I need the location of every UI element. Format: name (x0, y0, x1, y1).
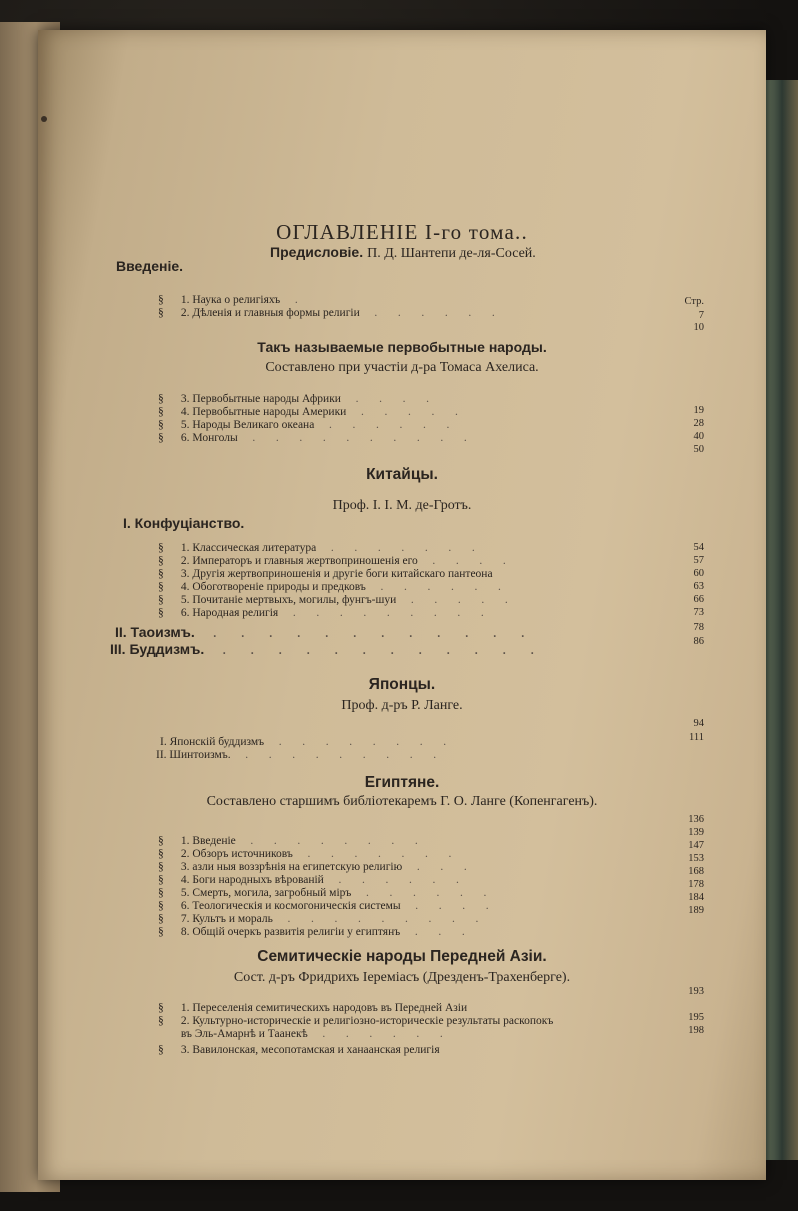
toc-entry: § 7. Культъ и мораль . . . . . . . . . (158, 913, 482, 925)
paragraph-sign: § (158, 581, 164, 593)
section-heading: Семитическіе народы Передней Азіи. (257, 948, 547, 965)
toc-entry: § 6. Теологическія и космогоническія системы . . . . (158, 900, 492, 912)
toc-entry: § 1. Классическая литература . . . . . . . (158, 542, 478, 554)
entry-text: 2. Императоръ и главныя жертвоприношенія его (180, 555, 418, 567)
paragraph-sign: § (158, 913, 164, 925)
page-number: 139 (688, 827, 704, 838)
paragraph-sign: § (158, 1002, 164, 1014)
paragraph-sign: § (158, 542, 164, 554)
preface-label: Предисловіе. (270, 244, 364, 260)
page-number: 94 (693, 718, 704, 729)
paragraph-sign: § (158, 307, 164, 319)
section-author: Проф. I. I. M. де-Гротъ. (332, 498, 472, 513)
entry-text: II. Шинтоизмъ. (156, 749, 231, 761)
toc-entry: въ Эль-Амарнѣ и Таанекѣ . . . . . . (180, 1028, 446, 1040)
page-label: Стр. (684, 296, 704, 307)
preface-author: П. Д. Шантепи де-ля-Сосей. (367, 246, 536, 261)
page-number: 86 (693, 636, 704, 647)
page-number: 50 (693, 444, 704, 455)
entry-text: 3. азли ныя воззрѣнія на египетскую религію (180, 861, 403, 873)
paragraph-sign: § (158, 393, 164, 405)
paragraph-sign: § (158, 848, 164, 860)
entry-text: 1. Введеніе (180, 835, 236, 847)
paragraph-sign: § (158, 887, 164, 899)
page-number: 195 (688, 1012, 704, 1023)
toc-entry: § 3. азли ныя воззрѣнія на египетскую религію . . . (158, 861, 470, 873)
entry-text: 4. Боги народныхъ вѣрованій (180, 874, 324, 886)
entry-text: 6. Монголы (180, 432, 238, 444)
toc-entry: § 2. Дѣленія и главныя формы религіи . . . . . . (158, 307, 498, 319)
toc-entry: § 6. Народная религія . . . . . . . . . (158, 607, 487, 619)
page-number: 189 (688, 905, 704, 916)
paragraph-sign: § (158, 1044, 164, 1056)
toc-entry: § 4. Первобытные народы Америки . . . . . (158, 406, 461, 418)
page-number: 111 (689, 732, 704, 743)
entry-text: I. Японскій буддизмъ (160, 736, 265, 748)
page-number: 136 (688, 814, 704, 825)
preface-line (270, 244, 536, 262)
paragraph-sign: § (158, 294, 164, 306)
paragraph-sign: § (158, 835, 164, 847)
entry-text: 5. Народы Великаго океана (180, 419, 315, 431)
toc-entry: § 5. Почитаніе мертвыхъ, могилы, фунгъ-шуи . . . . . (158, 594, 511, 606)
page-number: 198 (688, 1025, 704, 1036)
paragraph-sign: § (158, 419, 164, 431)
page-hole (41, 116, 47, 122)
intro-label: Введеніе. (116, 258, 184, 274)
entry-text: 2. Дѣленія и главныя формы религіи (180, 307, 360, 319)
entry-text: 4. Первобытные народы Америки (180, 406, 347, 418)
toc-entry: I. Японскій буддизмъ . . . . . . . . (160, 736, 450, 748)
page-title: ОГЛАВЛЕНІЕ I-го тома.. (276, 220, 528, 244)
entry-text: 3. Первобытные народы Африки (180, 393, 341, 405)
paragraph-sign: § (158, 874, 164, 886)
page-number: 73 (693, 607, 704, 618)
subsection-heading: III. Буддизмъ. (110, 641, 205, 657)
section-heading: Египтяне. (364, 774, 440, 791)
toc-entry: § 2. Обзоръ источниковъ . . . . . . . (158, 848, 455, 860)
toc-entry: II. Шинтоизмъ. . . . . . . . . . (156, 749, 440, 761)
page-number: 54 (693, 542, 704, 553)
page-number: 28 (693, 418, 704, 429)
toc-entry: § 1. Введеніе . . . . . . . . (158, 835, 421, 847)
entry-text: 2. Культурно-историческіе и религіозно-историческіе результаты раскопокъ (180, 1015, 554, 1027)
paragraph-sign: § (158, 555, 164, 567)
page-number: 78 (693, 622, 704, 633)
toc-entry: § 4. Боги народныхъ вѣрованій . . . . . . (158, 874, 462, 886)
section-heading: Китайцы. (366, 466, 438, 483)
entry-text: 1. Классическая литература (180, 542, 317, 554)
toc-entry: § 5. Народы Великаго океана . . . . . . (158, 419, 453, 431)
toc-entry: II. Таоизмъ. . . . . . . . . . . . . (115, 624, 528, 641)
paragraph-sign: § (158, 1015, 164, 1027)
paragraph-sign: § (158, 432, 164, 444)
paragraph-sign: § (158, 568, 164, 580)
toc-entry (158, 1015, 553, 1027)
toc-entry: III. Буддизмъ. . . . . . . . . . . . . (110, 641, 538, 658)
page-number: 184 (688, 892, 704, 903)
page-number: 19 (693, 405, 704, 416)
toc-entry (158, 568, 493, 580)
page-number: 57 (693, 555, 704, 566)
page-number: 178 (688, 879, 704, 890)
toc-entry: § 8. Общій очеркъ развитія религіи у египтянъ . . . (158, 926, 468, 938)
entry-text: 2. Обзоръ источниковъ (180, 848, 293, 860)
entry-text: 4. Обоготвореніе природы и предковъ (180, 581, 366, 593)
toc-entry: § 2. Императоръ и главныя жертвоприношенія его . . . . (158, 555, 509, 567)
toc-entry (158, 1044, 440, 1056)
paragraph-sign: § (158, 926, 164, 938)
entry-text: 5. Почитаніе мертвыхъ, могилы, фунгъ-шуи (180, 594, 397, 606)
subsection-heading: II. Таоизмъ. (115, 624, 195, 640)
toc-entry (158, 1002, 467, 1014)
toc-entry: § 3. Первобытные народы Африки . . . . (158, 393, 432, 405)
entry-text: 7. Культъ и мораль (180, 913, 273, 925)
section-author: Сост. д-ръ Фридрихъ Іереміасъ (Дрезденъ-Трахенберге). (233, 970, 571, 985)
entry-text: 1. Переселенія семитическихъ народовъ въ Передней Азіи (180, 1002, 468, 1014)
page-number: 7 (698, 310, 704, 321)
page-number: 168 (688, 866, 704, 877)
subsection-heading: I. Конфуціанство. (123, 515, 245, 531)
section-heading: Японцы. (368, 676, 436, 693)
page-number: 10 (693, 322, 704, 333)
page-number: 193 (688, 986, 704, 997)
section-heading: Такъ называемые первобытные народы. (257, 339, 547, 355)
toc-entry: § 6. Монголы . . . . . . . . . . (158, 432, 470, 444)
section-author: Проф. д-ръ Р. Ланге. (341, 698, 463, 713)
entry-text: въ Эль-Амарнѣ и Таанекѣ (180, 1028, 308, 1040)
section-compiled: Составлено при участіи д-ра Томаса Ахелиса. (265, 360, 539, 375)
entry-text: 5. Смерть, могила, загробный міръ (180, 887, 352, 899)
section-compiled: Составлено старшимъ библіотекаремъ Г. О. Ланге (Копенгагенъ). (206, 794, 598, 809)
page-number: 153 (688, 853, 704, 864)
book-page (38, 30, 766, 1180)
entry-text: 3. Другія жертвоприношенія и другіе боги китайскаго пантеона (180, 568, 493, 580)
paragraph-sign: § (158, 900, 164, 912)
entry-text: 8. Общій очеркъ развитія религіи у египтянъ (180, 926, 401, 938)
toc-entry: § 5. Смерть, могила, загробный міръ . . . . . . (158, 887, 490, 899)
toc-entry: § 1. Наука о религіяхъ . (158, 294, 301, 306)
page-number: 40 (693, 431, 704, 442)
page-number: 60 (693, 568, 704, 579)
paragraph-sign: § (158, 406, 164, 418)
paragraph-sign: § (158, 594, 164, 606)
page-number: 66 (693, 594, 704, 605)
page-number: 147 (688, 840, 704, 851)
paragraph-sign: § (158, 861, 164, 873)
entry-text: 6. Народная религія (180, 607, 279, 619)
paragraph-sign: § (158, 607, 164, 619)
toc-entry: § 4. Обоготвореніе природы и предковъ . . . . . . (158, 581, 504, 593)
entry-text: 1. Наука о религіяхъ (180, 294, 281, 306)
page-number: 63 (693, 581, 704, 592)
entry-text: 6. Теологическія и космогоническія системы (180, 900, 401, 912)
entry-text: 3. Вавилонская, месопотамская и ханаанская религія (180, 1044, 440, 1056)
